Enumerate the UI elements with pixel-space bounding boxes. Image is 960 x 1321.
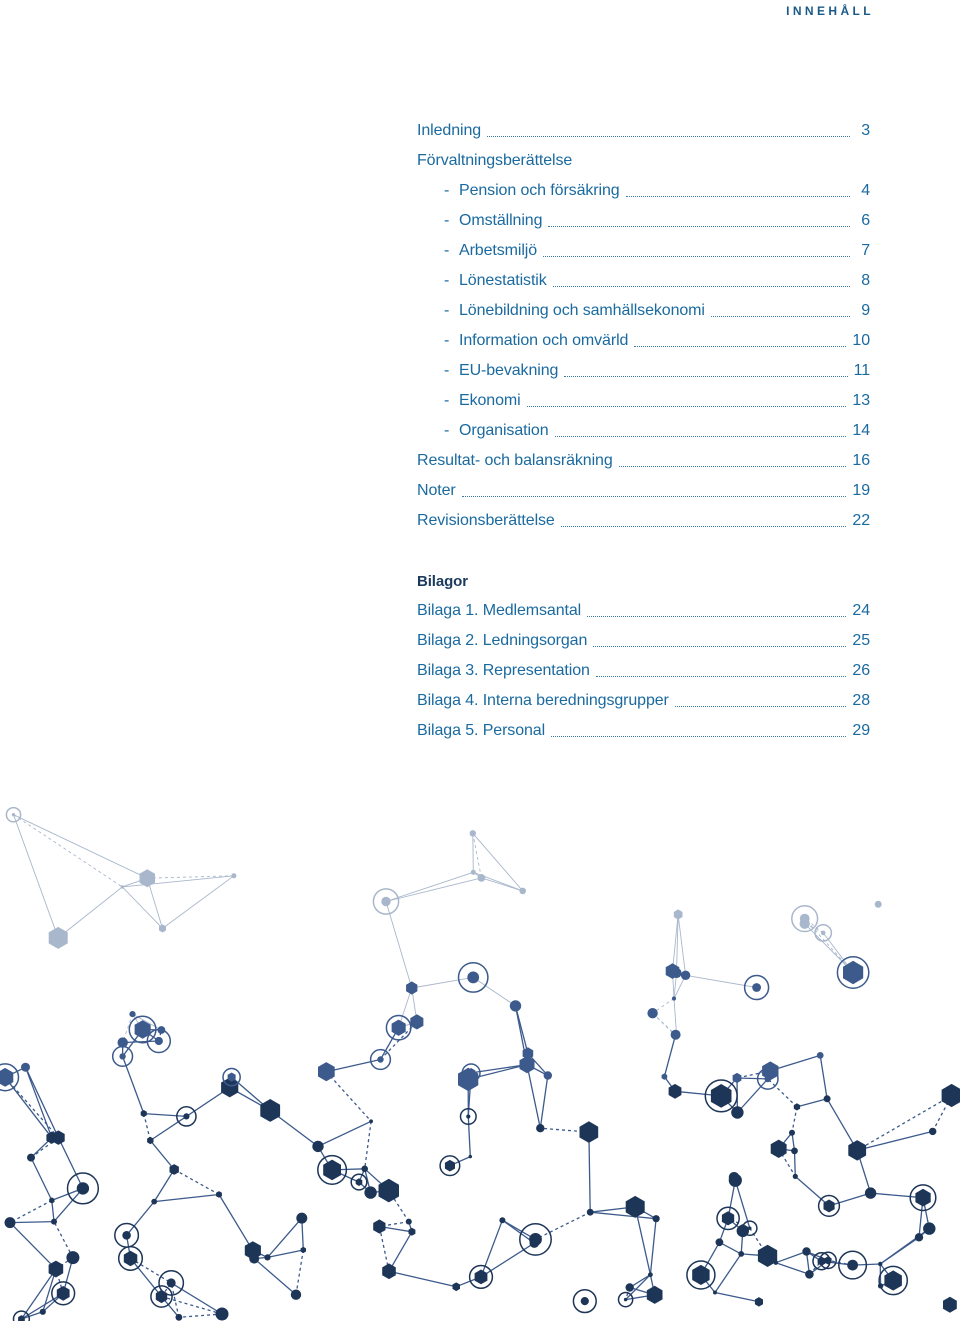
network-node-dot xyxy=(789,1130,795,1136)
toc-entry[interactable] xyxy=(417,506,870,536)
toc-entry-page: 11 xyxy=(853,362,870,379)
toc-entry-page: 19 xyxy=(852,482,870,499)
toc-subentry[interactable] xyxy=(417,266,870,296)
network-node-dot xyxy=(51,1219,57,1225)
toc-entry-label: Arbetsmiljö xyxy=(459,242,538,259)
network-node-hexagon xyxy=(942,1084,960,1107)
network-node-hexagon xyxy=(0,1068,13,1087)
network-node-dot xyxy=(752,983,761,992)
network-edge xyxy=(857,1131,933,1150)
network-edge xyxy=(481,1220,502,1277)
dot-leader xyxy=(553,272,850,287)
appendix-entry-label: Bilaga 3. Representation xyxy=(417,662,590,679)
network-node-dot xyxy=(729,1172,740,1183)
network-node-dot xyxy=(119,1053,125,1059)
network-edge xyxy=(365,1121,371,1169)
appendix-entry-label: Bilaga 2. Ledningsorgan xyxy=(417,632,588,649)
network-node-hexagon xyxy=(580,1121,599,1143)
network-node-dot xyxy=(466,1114,470,1118)
network-node-hexagon xyxy=(382,1263,396,1279)
network-edge xyxy=(827,1099,857,1151)
network-node-dot xyxy=(510,1000,521,1011)
network-node-dot xyxy=(671,968,681,978)
network-edge xyxy=(737,1078,768,1079)
network-edge xyxy=(820,1055,827,1098)
network-edge xyxy=(776,1252,807,1263)
toc-entry-label: Lönestatistik xyxy=(459,272,547,289)
network-node-dot xyxy=(805,1270,814,1279)
network-node-dot xyxy=(529,1233,542,1246)
network-edge xyxy=(829,1193,871,1206)
network-node-hexagon xyxy=(722,1211,734,1225)
network-edge xyxy=(171,1283,222,1314)
network-edge xyxy=(737,1079,767,1113)
appendix-entry-label: Bilaga 4. Interna beredningsgrupper xyxy=(417,692,669,709)
appendix-entry-label: Bilaga 5. Personal xyxy=(417,722,546,739)
network-node-dot xyxy=(66,1251,79,1264)
network-node-dot xyxy=(653,1215,660,1222)
network-node-dot xyxy=(77,1182,89,1194)
toc-subentry[interactable] xyxy=(417,416,870,446)
network-edge xyxy=(5,1077,58,1137)
network-node-dot xyxy=(581,1297,589,1305)
network-edge xyxy=(768,1079,797,1107)
network-edge xyxy=(386,902,412,989)
dot-leader xyxy=(527,392,847,407)
toc-entry-label: Resultat- och balansräkning xyxy=(417,452,613,469)
network-node-hexagon xyxy=(647,1286,663,1304)
network-node-dot xyxy=(296,1213,307,1224)
network-node-hexagon xyxy=(379,1179,400,1203)
network-node-dot xyxy=(648,1272,653,1277)
network-edge xyxy=(52,1200,54,1221)
network-node-dot xyxy=(183,1113,189,1119)
appendix-entry-page: 28 xyxy=(852,692,870,709)
network-edge xyxy=(880,1237,919,1264)
network-node-dot xyxy=(377,1056,383,1062)
dot-leader xyxy=(555,422,847,437)
network-edge xyxy=(468,1117,470,1157)
network-node-hexagon xyxy=(410,1014,423,1029)
network-node-dot xyxy=(802,1247,810,1255)
toc-entry-page: 22 xyxy=(852,512,870,529)
appendix-entry[interactable] xyxy=(417,686,870,716)
network-edge xyxy=(473,977,515,1006)
network-node-hexagon xyxy=(373,1219,385,1233)
network-node-hexagon xyxy=(445,1160,455,1172)
network-node-dot xyxy=(471,870,476,875)
toc-entry-label: Inledning xyxy=(417,122,482,139)
network-node-hexagon xyxy=(406,981,417,994)
network-edge xyxy=(795,1151,796,1177)
network-edge xyxy=(857,1096,951,1151)
network-node-dot xyxy=(865,1187,876,1198)
network-node-hexagon xyxy=(140,869,156,887)
network-edge xyxy=(10,1200,52,1222)
network-node-hexagon xyxy=(392,1020,406,1036)
appendix-entry-page: 24 xyxy=(852,602,870,619)
toc-entry[interactable] xyxy=(417,146,870,176)
appendix-entry[interactable] xyxy=(417,716,870,746)
network-edge xyxy=(715,1293,759,1302)
network-edge xyxy=(174,1170,219,1195)
network-node-hexagon xyxy=(794,1103,800,1110)
network-node-dot xyxy=(361,1166,368,1173)
network-node-dot xyxy=(672,996,676,1000)
network-node-dot xyxy=(764,1076,771,1083)
network-edge xyxy=(473,833,474,872)
network-node-dot xyxy=(536,1124,544,1132)
network-edge xyxy=(58,1138,83,1189)
network-node-dot xyxy=(647,1008,657,1018)
network-edge xyxy=(163,876,234,929)
network-edge xyxy=(386,872,473,901)
network-node-dot xyxy=(878,1262,882,1266)
network-node-hexagon xyxy=(824,1200,835,1213)
network-node-dot xyxy=(176,1314,183,1321)
toc-entry-page: 16 xyxy=(852,452,870,469)
toc-subentry[interactable] xyxy=(417,386,870,416)
toc-entry-label: Lönebildning och samhällsekonomi xyxy=(459,302,705,319)
toc-subentry[interactable] xyxy=(417,296,870,326)
network-edge xyxy=(219,1195,253,1251)
network-edge xyxy=(26,1067,52,1138)
toc-subentry[interactable] xyxy=(417,326,870,356)
network-node-dot xyxy=(406,1219,412,1225)
network-edge xyxy=(715,1254,741,1293)
network-node-dot xyxy=(364,1186,376,1198)
network-node-dot xyxy=(381,897,390,906)
network-edge xyxy=(150,1116,186,1140)
network-node-dot xyxy=(312,1141,323,1152)
network-node-hexagon xyxy=(475,1270,488,1285)
network-node-dot xyxy=(824,1095,831,1102)
network-node-hexagon xyxy=(755,1297,763,1307)
toc-entry-page: 14 xyxy=(852,422,870,439)
dash-prefix: - xyxy=(444,302,450,319)
dot-leader xyxy=(462,482,847,497)
toc-entry-label: EU-bevakning xyxy=(459,362,559,379)
network-edge xyxy=(144,1114,187,1117)
dash-prefix: - xyxy=(444,182,450,199)
appendix-entry-page: 26 xyxy=(852,662,870,679)
network-edge xyxy=(797,1099,827,1107)
network-edge xyxy=(21,1269,56,1319)
network-node-dot xyxy=(800,914,810,924)
network-edge xyxy=(792,1107,797,1133)
network-edge xyxy=(776,1263,810,1275)
network-edge xyxy=(58,887,122,938)
toc-entry-page: 3 xyxy=(861,122,870,139)
dot-leader xyxy=(548,212,850,227)
network-edge xyxy=(389,1271,456,1286)
toc-entry-page: 13 xyxy=(852,392,870,409)
network-edge xyxy=(527,1065,540,1129)
network-node-dot xyxy=(158,1026,166,1034)
network-node-hexagon xyxy=(674,909,683,919)
dash-prefix: - xyxy=(444,362,450,379)
toc-entry-page: 8 xyxy=(861,272,870,289)
network-node-hexagon xyxy=(141,1110,147,1117)
network-node-hexagon xyxy=(848,1140,866,1161)
toc-entry-page: 7 xyxy=(861,242,870,259)
page-header: INNEHÅLL xyxy=(786,4,874,18)
dot-leader xyxy=(619,452,847,467)
dash-prefix: - xyxy=(444,332,450,349)
toc-entry-page: 9 xyxy=(861,302,870,319)
toc-entry-label: Noter xyxy=(417,482,456,499)
network-node-dot xyxy=(791,1148,798,1155)
dash-prefix: - xyxy=(444,272,450,289)
toc-subentry[interactable] xyxy=(417,356,870,386)
appendix-entry[interactable] xyxy=(417,656,870,686)
network-edge xyxy=(473,833,523,891)
network-edge xyxy=(162,1297,223,1315)
network-edge xyxy=(31,1158,52,1201)
dash-prefix: - xyxy=(444,422,450,439)
network-node-dot xyxy=(817,1052,824,1059)
network-node-hexagon xyxy=(49,1197,54,1203)
toc-entry-label: Omställning xyxy=(459,212,543,229)
toc-entry-page: 6 xyxy=(861,212,870,229)
network-node-dot xyxy=(12,813,15,816)
network-node-hexagon xyxy=(323,1160,341,1181)
toc-entry-page: 10 xyxy=(852,332,870,349)
network-node-hexagon xyxy=(260,1099,280,1122)
dot-leader xyxy=(551,722,846,737)
network-node-hexagon xyxy=(453,1282,461,1291)
network-edge xyxy=(10,1223,56,1270)
network-node-hexagon xyxy=(943,1297,957,1313)
network-edge xyxy=(589,1132,590,1212)
network-edge xyxy=(131,1258,162,1296)
network-node-dot xyxy=(369,1119,373,1123)
toc-entry-label: Ekonomi xyxy=(459,392,521,409)
network-edge xyxy=(296,1250,303,1295)
dot-leader xyxy=(543,242,850,257)
network-node-dot xyxy=(216,1308,229,1321)
toc-entry[interactable] xyxy=(417,476,870,506)
network-node-hexagon xyxy=(49,927,68,949)
appendix-entry-page: 25 xyxy=(852,632,870,649)
network-node-dot xyxy=(291,1290,301,1300)
network-node-dot xyxy=(118,1037,128,1047)
network-node-dot xyxy=(249,1254,259,1264)
network-node-dot xyxy=(923,1222,935,1234)
dot-leader xyxy=(564,362,847,377)
network-node-hexagon xyxy=(626,1196,645,1218)
network-edge xyxy=(664,1035,675,1077)
toc-entry[interactable] xyxy=(417,116,870,146)
toc-subentry[interactable] xyxy=(417,176,870,206)
network-node-dot xyxy=(713,1291,717,1295)
toc-entry[interactable] xyxy=(417,446,870,476)
network-edge xyxy=(14,815,123,887)
network-edge xyxy=(540,1076,548,1129)
network-edge xyxy=(412,977,473,988)
network-node-dot xyxy=(731,1106,743,1118)
network-node-dot xyxy=(716,1238,724,1246)
network-edge xyxy=(150,1141,174,1170)
appendix-entry-label: Bilaga 1. Medlemsantal xyxy=(417,602,582,619)
network-node-dot xyxy=(929,1128,936,1135)
network-node-dot xyxy=(467,972,479,984)
network-edge xyxy=(318,1121,371,1146)
network-node-dot xyxy=(264,1254,270,1260)
network-node-dot xyxy=(519,888,526,895)
network-node-dot xyxy=(27,1154,35,1162)
network-edge xyxy=(154,1195,219,1202)
dash-prefix: - xyxy=(444,212,450,229)
network-edge xyxy=(254,1259,296,1295)
network-node-hexagon xyxy=(915,1189,930,1207)
network-edge xyxy=(144,1114,151,1141)
network-node-dot xyxy=(544,1071,552,1079)
network-node-dot xyxy=(121,885,124,888)
network-node-dot xyxy=(167,1278,176,1287)
network-node-dot xyxy=(793,1174,798,1179)
network-node-dot xyxy=(129,1011,135,1017)
toc-entry-label: Förvaltningsberättelse xyxy=(417,152,573,169)
network-node-dot xyxy=(499,1217,505,1223)
network-edge xyxy=(326,1072,371,1122)
network-node-dot xyxy=(469,1155,472,1158)
network-illustration xyxy=(0,790,960,1321)
toc-subentry[interactable] xyxy=(417,206,870,236)
toc-entry-label: Organisation xyxy=(459,422,549,439)
network-node-dot xyxy=(40,1309,46,1315)
network-node-dot xyxy=(875,901,882,908)
network-node-dot xyxy=(5,1217,16,1228)
toc-entry-label: Revisionsberättelse xyxy=(417,512,555,529)
appendix-entry-page: 29 xyxy=(852,722,870,739)
network-node-dot xyxy=(624,1298,627,1301)
network-node-dot xyxy=(155,1037,163,1045)
toc-subentry[interactable] xyxy=(417,236,870,266)
dash-prefix: - xyxy=(444,392,450,409)
network-node-dot xyxy=(587,1209,594,1216)
toc-entry-label: Information och omvärld xyxy=(459,332,629,349)
network-node-hexagon xyxy=(57,1286,70,1301)
network-edge xyxy=(871,1193,923,1198)
network-node-dot xyxy=(681,971,690,980)
dot-leader xyxy=(561,512,847,527)
network-node-dot xyxy=(478,874,486,882)
dot-leader xyxy=(596,662,847,677)
network-node-hexagon xyxy=(409,1228,416,1236)
network-edge xyxy=(650,1219,656,1275)
dot-leader xyxy=(634,332,846,347)
appendix-entry[interactable] xyxy=(417,596,870,626)
network-node-hexagon xyxy=(301,1247,306,1253)
dot-leader xyxy=(711,302,850,317)
network-node-dot xyxy=(748,1227,751,1230)
network-node-dot xyxy=(122,1231,131,1240)
bilagor-heading: Bilagor xyxy=(417,572,468,590)
network-edge xyxy=(26,1067,59,1137)
network-node-dot xyxy=(626,1283,634,1291)
dot-leader xyxy=(593,632,846,647)
network-edge xyxy=(10,1222,54,1223)
network-node-dot xyxy=(821,931,826,936)
network-edge xyxy=(481,1243,534,1277)
network-edge xyxy=(678,915,686,976)
network-edge xyxy=(389,1232,412,1272)
dot-leader xyxy=(587,602,846,617)
network-node-dot xyxy=(151,1199,157,1205)
network-node-hexagon xyxy=(843,961,863,984)
toc-entry-label: Pension och försäkring xyxy=(459,182,620,199)
network-edge xyxy=(386,878,481,902)
network-node-dot xyxy=(915,1233,923,1241)
network-node-dot xyxy=(671,1030,681,1040)
network-edge xyxy=(127,1202,155,1236)
dot-leader xyxy=(675,692,847,707)
dash-prefix: - xyxy=(444,242,450,259)
network-edge xyxy=(154,1170,174,1202)
network-node-dot xyxy=(231,873,236,878)
network-edge xyxy=(795,1176,829,1206)
appendix-entry[interactable] xyxy=(417,626,870,656)
network-node-dot xyxy=(21,1063,30,1072)
dot-leader xyxy=(487,122,850,137)
network-node-dot xyxy=(738,1251,744,1257)
network-node-dot xyxy=(847,1260,858,1271)
network-node-dot xyxy=(470,830,476,836)
table-of-contents xyxy=(417,116,870,746)
dot-leader xyxy=(626,182,850,197)
toc-entry-page: 4 xyxy=(861,182,870,199)
